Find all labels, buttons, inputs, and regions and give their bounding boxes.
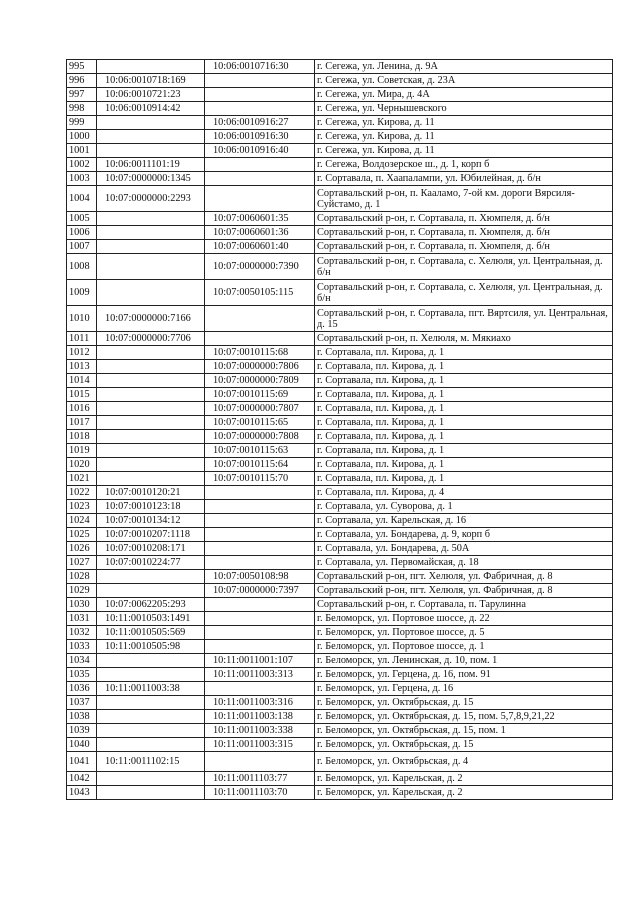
property-register-table [66, 59, 613, 800]
cadastral-number-cell [97, 772, 205, 786]
cadastral-number-cell [97, 472, 205, 486]
table-row [67, 654, 613, 668]
cadastral-number-cell: 10:07:0000000:1345 [97, 172, 205, 186]
cadastral-number-alt-cell [205, 74, 315, 88]
cadastral-number-cell [97, 226, 205, 240]
cadastral-number-cell [97, 116, 205, 130]
row-number-cell: 1025 [67, 528, 97, 542]
address-cell: г. Беломорск, ул. Портовое шоссе, д. 22 [315, 612, 613, 626]
cadastral-number-alt-cell: 10:11:0011003:338 [205, 724, 315, 738]
cadastral-number-alt-cell [205, 500, 315, 514]
row-number-cell: 1038 [67, 710, 97, 724]
address-cell: г. Беломорск, ул. Октябрьская, д. 15 [315, 696, 613, 710]
address-cell: г. Беломорск, ул. Октябрьская, д. 15, пом. 1 [315, 724, 613, 738]
address-cell: г. Сортавала, пл. Кирова, д. 1 [315, 416, 613, 430]
table-row [67, 772, 613, 786]
row-number-cell: 1032 [67, 626, 97, 640]
table-row [67, 374, 613, 388]
cadastral-number-alt-cell: 10:07:0010115:63 [205, 444, 315, 458]
cadastral-number-cell [97, 710, 205, 724]
cadastral-number-cell [97, 388, 205, 402]
table-row [67, 500, 613, 514]
row-number-cell: 1024 [67, 514, 97, 528]
cadastral-number-cell [97, 430, 205, 444]
table-row [67, 240, 613, 254]
table-row [67, 786, 613, 800]
cadastral-number-cell: 10:07:0000000:2293 [97, 186, 205, 212]
cadastral-number-alt-cell: 10:07:0060601:36 [205, 226, 315, 240]
address-cell: г. Беломорск, ул. Герцена, д. 16, пом. 91 [315, 668, 613, 682]
table-row [67, 752, 613, 772]
cadastral-number-cell [97, 360, 205, 374]
cadastral-number-alt-cell: 10:07:0000000:7809 [205, 374, 315, 388]
cadastral-number-alt-cell: 10:11:0011003:138 [205, 710, 315, 724]
cadastral-number-cell: 10:07:0010134:12 [97, 514, 205, 528]
cadastral-number-cell [97, 60, 205, 74]
row-number-cell: 995 [67, 60, 97, 74]
table-row [67, 116, 613, 130]
row-number-cell: 1010 [67, 306, 97, 332]
table-row [67, 738, 613, 752]
address-cell: г. Сегежа, ул. Кирова, д. 11 [315, 144, 613, 158]
table-row [67, 212, 613, 226]
address-cell: г. Сортавала, пл. Кирова, д. 4 [315, 486, 613, 500]
row-number-cell: 1005 [67, 212, 97, 226]
row-number-cell: 1000 [67, 130, 97, 144]
cadastral-number-cell [97, 374, 205, 388]
cadastral-number-alt-cell [205, 626, 315, 640]
row-number-cell: 996 [67, 74, 97, 88]
table-row [67, 626, 613, 640]
address-cell: г. Сегежа, ул. Советская, д. 23А [315, 74, 613, 88]
row-number-cell: 1037 [67, 696, 97, 710]
address-cell: г. Сортавала, пл. Кирова, д. 1 [315, 458, 613, 472]
address-cell: г. Сегежа, Волдозерское ш., д. 1, корп б [315, 158, 613, 172]
row-number-cell: 1015 [67, 388, 97, 402]
table-row [67, 360, 613, 374]
address-cell: г. Сегежа, ул. Мира, д. 4А [315, 88, 613, 102]
row-number-cell: 1003 [67, 172, 97, 186]
cadastral-number-cell: 10:11:0010503:1491 [97, 612, 205, 626]
cadastral-number-cell [97, 240, 205, 254]
cadastral-number-cell [97, 346, 205, 360]
cadastral-number-alt-cell: 10:11:0011003:313 [205, 668, 315, 682]
row-number-cell: 1023 [67, 500, 97, 514]
row-number-cell: 1027 [67, 556, 97, 570]
row-number-cell: 1042 [67, 772, 97, 786]
address-cell: г. Беломорск, ул. Карельская, д. 2 [315, 786, 613, 800]
table-row [67, 280, 613, 306]
table-row [67, 570, 613, 584]
row-number-cell: 1006 [67, 226, 97, 240]
address-cell: г. Беломорск, ул. Портовое шоссе, д. 5 [315, 626, 613, 640]
cadastral-number-alt-cell: 10:07:0010115:65 [205, 416, 315, 430]
table-row [67, 402, 613, 416]
address-cell: г. Сортавала, пл. Кирова, д. 1 [315, 346, 613, 360]
cadastral-number-alt-cell [205, 752, 315, 772]
row-number-cell: 1021 [67, 472, 97, 486]
address-cell: г. Сортавала, ул. Бондарева, д. 9, корп б [315, 528, 613, 542]
address-cell: г. Сортавала, ул. Суворова, д. 1 [315, 500, 613, 514]
cadastral-number-alt-cell [205, 612, 315, 626]
cadastral-number-alt-cell: 10:07:0010115:68 [205, 346, 315, 360]
table-row [67, 486, 613, 500]
row-number-cell: 1001 [67, 144, 97, 158]
address-cell: г. Сортавала, пл. Кирова, д. 1 [315, 430, 613, 444]
cadastral-number-alt-cell [205, 514, 315, 528]
table-row [67, 472, 613, 486]
cadastral-number-cell [97, 130, 205, 144]
row-number-cell: 1041 [67, 752, 97, 772]
row-number-cell: 1013 [67, 360, 97, 374]
row-number-cell: 1039 [67, 724, 97, 738]
cadastral-number-alt-cell: 10:07:0050108:98 [205, 570, 315, 584]
address-cell: г. Сортавала, пл. Кирова, д. 1 [315, 444, 613, 458]
table-row [67, 724, 613, 738]
cadastral-number-cell [97, 654, 205, 668]
table-row [67, 696, 613, 710]
address-cell: Сортавальский р-он, п. Кааламо, 7-ой км. дороги Вярсиля-Суйстамо, д. 1 [315, 186, 613, 212]
row-number-cell: 1035 [67, 668, 97, 682]
address-cell: г. Сортавала, пл. Кирова, д. 1 [315, 402, 613, 416]
cadastral-number-alt-cell [205, 172, 315, 186]
cadastral-number-alt-cell: 10:07:0000000:7808 [205, 430, 315, 444]
row-number-cell: 1034 [67, 654, 97, 668]
address-cell: г. Сортавала, ул. Карельская, д. 16 [315, 514, 613, 528]
cadastral-number-alt-cell: 10:11:0011003:315 [205, 738, 315, 752]
address-cell: г. Беломорск, ул. Карельская, д. 2 [315, 772, 613, 786]
row-number-cell: 999 [67, 116, 97, 130]
table-row [67, 172, 613, 186]
cadastral-number-cell: 10:07:0010120:21 [97, 486, 205, 500]
address-cell: г. Беломорск, ул. Герцена, д. 16 [315, 682, 613, 696]
table-row [67, 388, 613, 402]
cadastral-number-cell: 10:07:0000000:7706 [97, 332, 205, 346]
cadastral-number-cell: 10:11:0010505:98 [97, 640, 205, 654]
address-cell: г. Сортавала, пл. Кирова, д. 1 [315, 472, 613, 486]
cadastral-number-cell: 10:11:0010505:569 [97, 626, 205, 640]
cadastral-number-alt-cell: 10:07:0000000:7806 [205, 360, 315, 374]
cadastral-number-alt-cell [205, 682, 315, 696]
cadastral-number-cell [97, 254, 205, 280]
row-number-cell: 1029 [67, 584, 97, 598]
cadastral-number-alt-cell: 10:11:0011103:77 [205, 772, 315, 786]
table-row [67, 416, 613, 430]
address-cell: Сортавальский р-он, п. Хелюля, м. Мякиахо [315, 332, 613, 346]
cadastral-number-cell [97, 668, 205, 682]
row-number-cell: 1009 [67, 280, 97, 306]
address-cell: Сортавальский р-он, г. Сортавала, п. Тарулинна [315, 598, 613, 612]
row-number-cell: 1036 [67, 682, 97, 696]
table-row [67, 528, 613, 542]
row-number-cell: 997 [67, 88, 97, 102]
table-row [67, 186, 613, 212]
address-cell: Сортавальский р-он, г. Сортавала, п. Хюмпеля, д. б/н [315, 212, 613, 226]
row-number-cell: 1022 [67, 486, 97, 500]
cadastral-number-cell [97, 724, 205, 738]
cadastral-number-alt-cell [205, 186, 315, 212]
address-cell: г. Сортавала, ул. Бондарева, д. 50А [315, 542, 613, 556]
cadastral-number-alt-cell: 10:07:0010115:70 [205, 472, 315, 486]
table-row [67, 130, 613, 144]
table-row [67, 102, 613, 116]
cadastral-number-alt-cell [205, 640, 315, 654]
address-cell: Сортавальский р-он, г. Сортавала, с. Хелюля, ул. Центральная, д. б/н [315, 254, 613, 280]
cadastral-number-alt-cell [205, 542, 315, 556]
cadastral-number-alt-cell [205, 332, 315, 346]
row-number-cell: 1014 [67, 374, 97, 388]
row-number-cell: 1033 [67, 640, 97, 654]
address-cell: г. Беломорск, ул. Портовое шоссе, д. 1 [315, 640, 613, 654]
cadastral-number-cell [97, 738, 205, 752]
cadastral-number-cell: 10:06:0010718:169 [97, 74, 205, 88]
table-row [67, 640, 613, 654]
row-number-cell: 1002 [67, 158, 97, 172]
address-cell: Сортавальский р-он, г. Сортавала, пгт. Вяртсиля, ул. Центральная, д. 15 [315, 306, 613, 332]
cadastral-number-cell [97, 144, 205, 158]
table-row [67, 598, 613, 612]
address-cell: г. Беломорск, ул. Октябрьская, д. 4 [315, 752, 613, 772]
address-cell: г. Сегежа, ул. Ленина, д. 9А [315, 60, 613, 74]
table-row [67, 346, 613, 360]
cadastral-number-alt-cell: 10:07:0000000:7807 [205, 402, 315, 416]
row-number-cell: 1030 [67, 598, 97, 612]
row-number-cell: 1031 [67, 612, 97, 626]
address-cell: г. Сортавала, п. Хаапалампи, ул. Юбилейная, д. б/н [315, 172, 613, 186]
row-number-cell: 1017 [67, 416, 97, 430]
cadastral-number-cell: 10:07:0010208:171 [97, 542, 205, 556]
cadastral-number-alt-cell [205, 102, 315, 116]
table-row [67, 584, 613, 598]
table-row [67, 710, 613, 724]
cadastral-number-cell [97, 416, 205, 430]
address-cell: г. Сортавала, пл. Кирова, д. 1 [315, 360, 613, 374]
cadastral-number-cell: 10:07:0010207:1118 [97, 528, 205, 542]
cadastral-number-alt-cell: 10:06:0010716:30 [205, 60, 315, 74]
address-cell: г. Беломорск, ул. Октябрьская, д. 15, пом. 5,7,8,9,21,22 [315, 710, 613, 724]
table-row [67, 254, 613, 280]
cadastral-number-alt-cell: 10:06:0010916:30 [205, 130, 315, 144]
table-row [67, 226, 613, 240]
cadastral-number-alt-cell [205, 598, 315, 612]
cadastral-number-cell: 10:06:0011101:19 [97, 158, 205, 172]
table-row [67, 430, 613, 444]
table-row [67, 682, 613, 696]
cadastral-number-alt-cell [205, 556, 315, 570]
table-body [67, 60, 613, 800]
table-row [67, 612, 613, 626]
address-cell: г. Сегежа, ул. Кирова, д. 11 [315, 130, 613, 144]
address-cell: г. Сегежа, ул. Кирова, д. 11 [315, 116, 613, 130]
table-row [67, 514, 613, 528]
table-row [67, 556, 613, 570]
row-number-cell: 998 [67, 102, 97, 116]
address-cell: Сортавальский р-он, пгт. Хелюля, ул. Фабричная, д. 8 [315, 570, 613, 584]
table-row [67, 542, 613, 556]
cadastral-number-alt-cell: 10:07:0060601:40 [205, 240, 315, 254]
table-row [67, 60, 613, 74]
cadastral-number-cell: 10:07:0062205:293 [97, 598, 205, 612]
cadastral-number-cell: 10:06:0010914:42 [97, 102, 205, 116]
address-cell: Сортавальский р-он, г. Сортавала, п. Хюмпеля, д. б/н [315, 240, 613, 254]
table-row [67, 158, 613, 172]
cadastral-number-alt-cell [205, 306, 315, 332]
address-cell: г. Сортавала, ул. Первомайская, д. 18 [315, 556, 613, 570]
cadastral-number-alt-cell [205, 88, 315, 102]
cadastral-number-cell [97, 584, 205, 598]
row-number-cell: 1040 [67, 738, 97, 752]
address-cell: г. Беломорск, ул. Ленинская, д. 10, пом. 1 [315, 654, 613, 668]
cadastral-number-alt-cell: 10:06:0010916:27 [205, 116, 315, 130]
table-row [67, 306, 613, 332]
cadastral-number-alt-cell [205, 486, 315, 500]
row-number-cell: 1016 [67, 402, 97, 416]
cadastral-number-alt-cell: 10:07:0000000:7390 [205, 254, 315, 280]
table-row [67, 88, 613, 102]
address-cell: г. Сортавала, пл. Кирова, д. 1 [315, 374, 613, 388]
cadastral-number-cell [97, 570, 205, 584]
address-cell: Сортавальский р-он, г. Сортавала, с. Хелюля, ул. Центральная, д. б/н [315, 280, 613, 306]
cadastral-number-alt-cell: 10:07:0060601:35 [205, 212, 315, 226]
cadastral-number-alt-cell: 10:06:0010916:40 [205, 144, 315, 158]
table-row [67, 74, 613, 88]
cadastral-number-alt-cell: 10:11:0011001:107 [205, 654, 315, 668]
row-number-cell: 1019 [67, 444, 97, 458]
row-number-cell: 1012 [67, 346, 97, 360]
cadastral-number-cell: 10:11:0011003:38 [97, 682, 205, 696]
cadastral-number-alt-cell: 10:11:0011103:70 [205, 786, 315, 800]
row-number-cell: 1018 [67, 430, 97, 444]
cadastral-number-cell [97, 212, 205, 226]
table-row [67, 444, 613, 458]
cadastral-number-cell [97, 402, 205, 416]
cadastral-number-cell [97, 696, 205, 710]
row-number-cell: 1026 [67, 542, 97, 556]
cadastral-number-alt-cell: 10:07:0010115:69 [205, 388, 315, 402]
table-row [67, 668, 613, 682]
cadastral-number-alt-cell [205, 158, 315, 172]
cadastral-number-cell: 10:11:0011102:15 [97, 752, 205, 772]
table-row [67, 144, 613, 158]
cadastral-number-cell [97, 444, 205, 458]
address-cell: г. Беломорск, ул. Октябрьская, д. 15 [315, 738, 613, 752]
row-number-cell: 1011 [67, 332, 97, 346]
row-number-cell: 1043 [67, 786, 97, 800]
cadastral-number-cell [97, 458, 205, 472]
row-number-cell: 1004 [67, 186, 97, 212]
cadastral-number-cell: 10:07:0010224:77 [97, 556, 205, 570]
row-number-cell: 1028 [67, 570, 97, 584]
row-number-cell: 1007 [67, 240, 97, 254]
table-row [67, 458, 613, 472]
cadastral-number-cell: 10:07:0010123:18 [97, 500, 205, 514]
address-cell: Сортавальский р-он, пгт. Хелюля, ул. Фабричная, д. 8 [315, 584, 613, 598]
row-number-cell: 1020 [67, 458, 97, 472]
cadastral-number-alt-cell: 10:07:0000000:7397 [205, 584, 315, 598]
address-cell: г. Сегежа, ул. Чернышевского [315, 102, 613, 116]
address-cell: г. Сортавала, пл. Кирова, д. 1 [315, 388, 613, 402]
cadastral-number-alt-cell: 10:07:0050105:115 [205, 280, 315, 306]
cadastral-number-cell [97, 280, 205, 306]
cadastral-number-alt-cell: 10:07:0010115:64 [205, 458, 315, 472]
cadastral-number-cell [97, 786, 205, 800]
cadastral-number-cell: 10:06:0010721:23 [97, 88, 205, 102]
table-row [67, 332, 613, 346]
cadastral-number-cell: 10:07:0000000:7166 [97, 306, 205, 332]
address-cell: Сортавальский р-он, г. Сортавала, п. Хюмпеля, д. б/н [315, 226, 613, 240]
cadastral-number-alt-cell: 10:11:0011003:316 [205, 696, 315, 710]
row-number-cell: 1008 [67, 254, 97, 280]
cadastral-number-alt-cell [205, 528, 315, 542]
